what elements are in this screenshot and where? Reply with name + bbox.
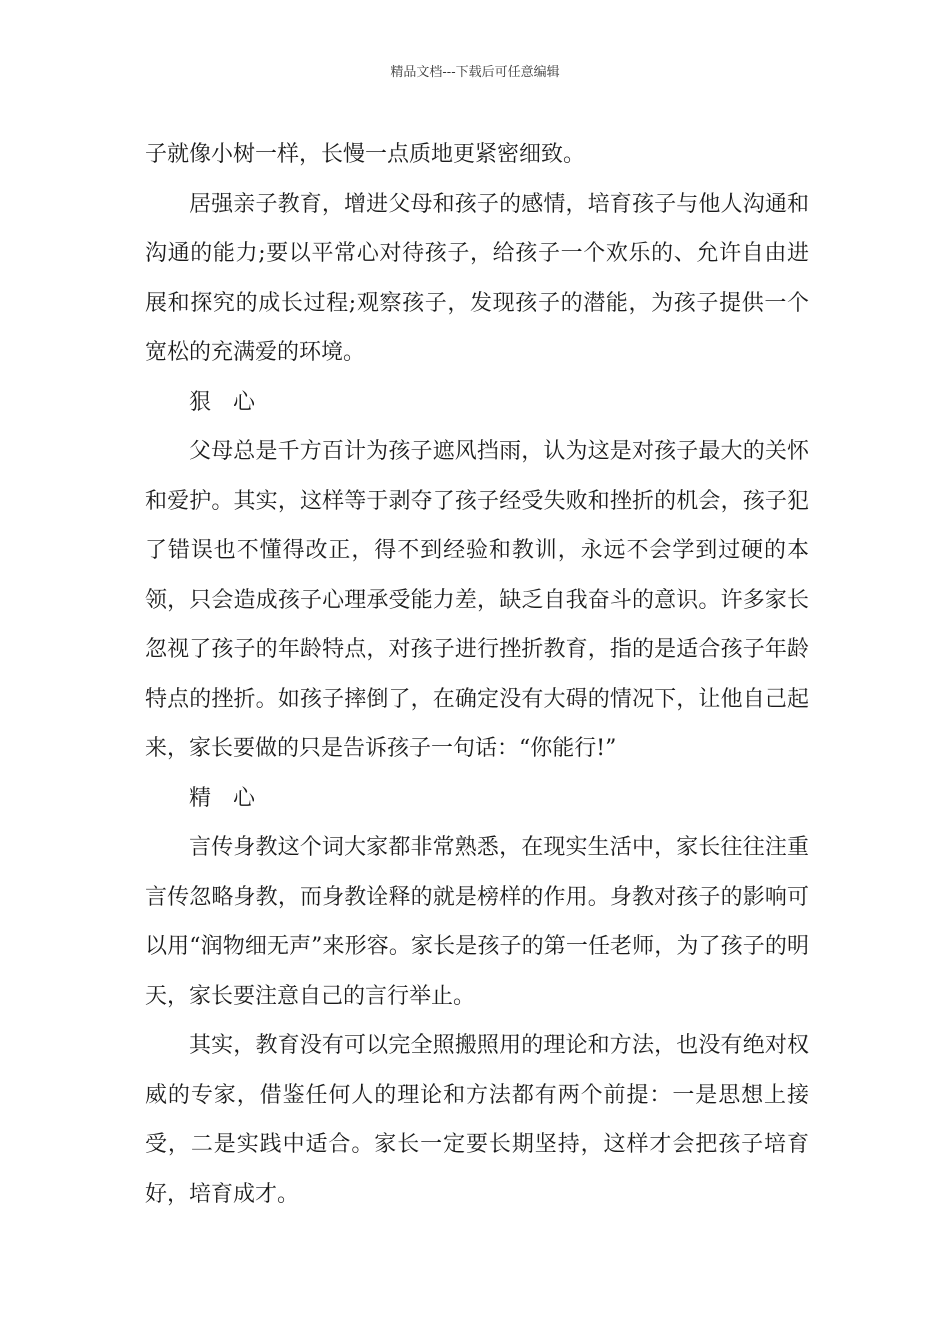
heading-char: 心 (233, 389, 256, 415)
paragraph-parent-child-education: 居强亲子教育，增进父母和孩子的感情，培育孩子与他人沟通和沟通的能力;要以平常心对待孩子，给孩子一个欢乐的、允许自由进展和探究的成长过程;观察孩子，发现孩子的潜能，为孩子提供一个宽松的充满爱的环境。 (145, 191, 809, 365)
document-body (145, 130, 809, 1219)
heading-char: 精 (189, 785, 212, 811)
section-heading-jing-xin (145, 774, 809, 824)
heading-char: 心 (233, 785, 256, 811)
paragraph-lead-by-example: 言传身教这个词大家都非常熟悉，在现实生活中，家长往往注重言传忽略身教，而身教诠释的就是榜样的作用。身教对孩子的影响可以用“润物细无声”来形容。家长是孩子的第一任老师，为了孩子的明天，家长要注意自己的言行举止。 (145, 835, 809, 1009)
paragraph-continuation: 子就像小树一样，长慢一点质地更紧密细致。 (145, 142, 586, 167)
page-header: 精品文档---下载后可任意编辑 (390, 65, 560, 80)
section-heading-hen-xin (145, 378, 809, 428)
paragraph-conclusion: 其实，教育没有可以完全照搬照用的理论和方法，也没有绝对权威的专家，借鉴任何人的理论和方法都有两个前提：一是思想上接受，二是实践中适合。家长一定要长期坚持，这样才会把孩子培育好，培育成才。 (145, 1033, 809, 1207)
heading-char: 狠 (189, 389, 212, 415)
paragraph-frustration-education: 父母总是千方百计为孩子遮风挡雨，认为这是对孩子最大的关怀和爱护。其实，这样等于剥夺了孩子经受失败和挫折的机会，孩子犯了错误也不懂得改正，得不到经验和教训，永远不会学到过硬的本领，只会造成孩子心理承受能力差，缺乏自我奋斗的意识。许多家长忽视了孩子的年龄特点，对孩子进行挫折教育，指的是适合孩子年龄特点的挫折。如孩子摔倒了，在确定没有大碍的情况下，让他自己起来，家长要做的只是告诉孩子一句话：“你能行!” (145, 439, 809, 761)
